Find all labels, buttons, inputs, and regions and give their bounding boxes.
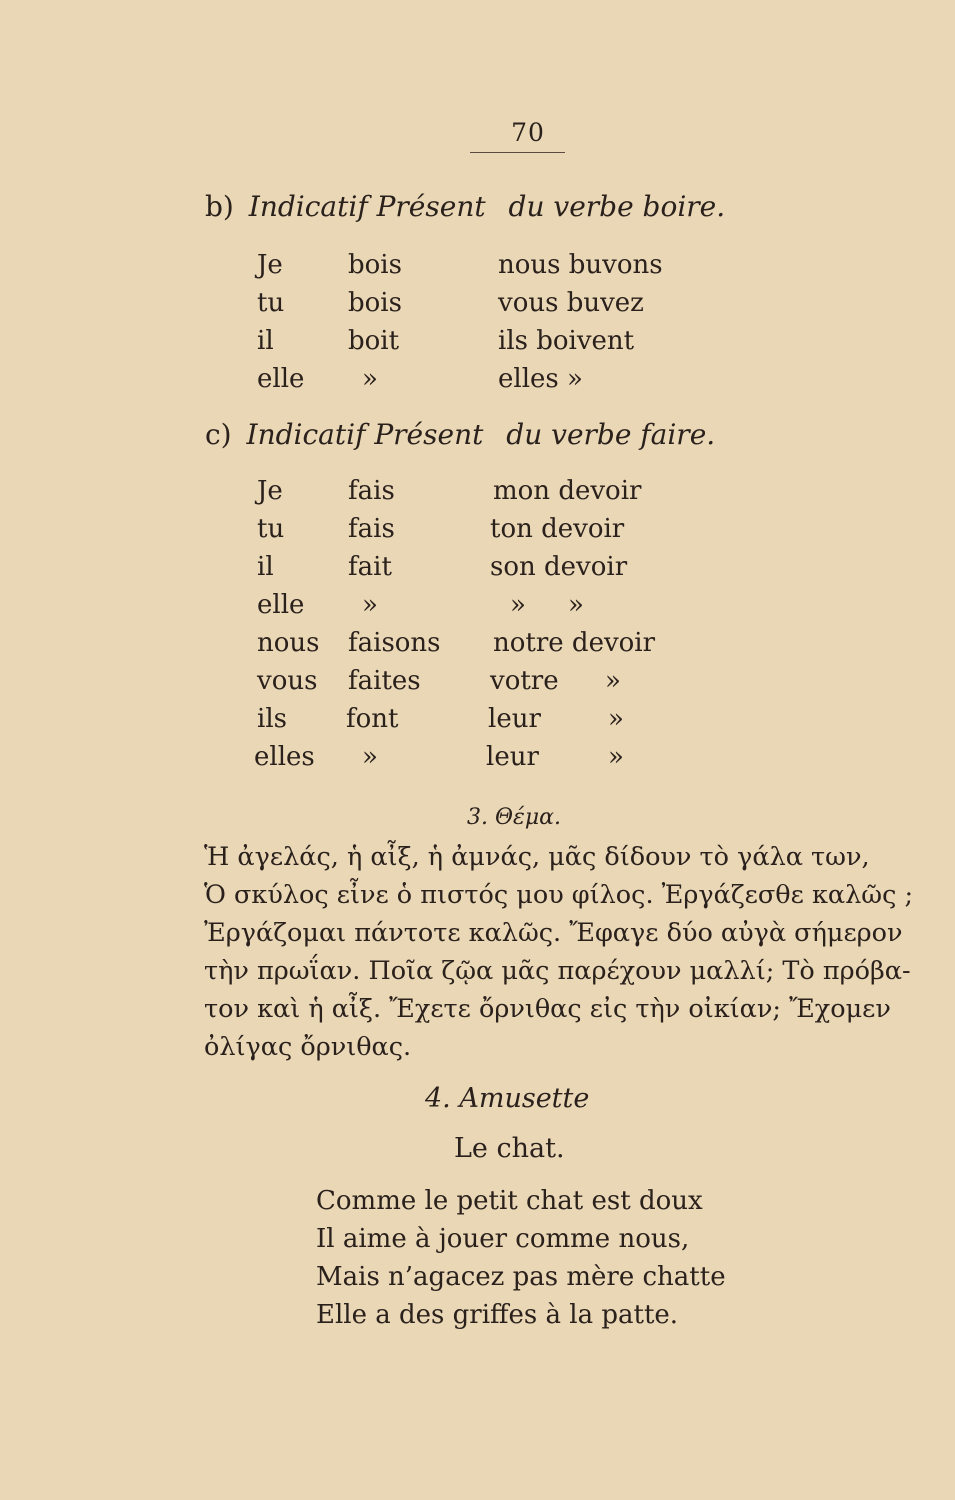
table-cell: tu <box>257 514 285 544</box>
section-b-heading <box>205 190 725 223</box>
table-cell: » <box>605 666 621 696</box>
section-4-title: 4. Amusette <box>425 1083 590 1114</box>
table-cell: il <box>257 552 274 582</box>
table-cell: elles <box>254 742 315 772</box>
table-cell: fait <box>348 552 392 582</box>
table-cell: ils <box>257 704 287 734</box>
table-cell: nous <box>257 628 320 658</box>
section-c-label: c) <box>205 418 232 451</box>
section-3-title: 3. Θέμα. <box>467 805 561 830</box>
table-cell: » <box>362 590 378 620</box>
poem-line: Elle a des griffes à la patte. <box>316 1300 679 1330</box>
section-b-title-main: Indicatif Présent <box>248 190 486 223</box>
table-cell: Je <box>257 250 283 280</box>
poem-line: Mais n’agacez pas mère chatte <box>316 1262 726 1292</box>
table-cell: bois <box>348 288 402 318</box>
section-b-label: b) <box>205 190 234 223</box>
poem-line: Comme le petit chat est doux <box>316 1186 703 1216</box>
paragraph-line: τον καὶ ἡ αἶξ. Ἔχετε ὄρνιθας εἰς τὴν οἰκίαν; Ἔχομεν <box>204 994 891 1024</box>
table-cell: leur <box>488 704 541 734</box>
page-number: 70 <box>511 118 545 147</box>
table-cell: bois <box>348 250 402 280</box>
table-cell: » <box>362 742 378 772</box>
table-cell: » <box>608 742 624 772</box>
table-cell: son devoir <box>490 552 628 582</box>
table-cell: tu <box>257 288 285 318</box>
paragraph-line: Ὁ σκύλος εἶνε ὁ πιστός μου φίλος. Ἐργάζεσθε καλῶς ; <box>204 880 914 910</box>
table-cell: vous buvez <box>498 288 644 318</box>
table-cell: ils boivent <box>498 326 635 356</box>
table-cell: fais <box>348 476 395 506</box>
poem-title: Le chat. <box>454 1133 565 1164</box>
table-cell: elle <box>257 364 305 394</box>
table-cell: faites <box>348 666 421 696</box>
table-cell: notre devoir <box>493 628 656 658</box>
table-cell: mon devoir <box>493 476 642 506</box>
table-cell: elle <box>257 590 305 620</box>
section-b-title-verb: du verbe boire. <box>508 190 726 223</box>
section-c-title-main: Indicatif Présent <box>246 418 484 451</box>
table-cell: faisons <box>348 628 441 658</box>
table-cell: votre <box>490 666 559 696</box>
table-cell: il <box>257 326 274 356</box>
section-c-title-verb: du verbe faire. <box>506 418 716 451</box>
section-c-heading <box>205 418 715 451</box>
paragraph-line: ὀλίγας ὄρνιθας. <box>204 1032 412 1062</box>
table-cell: » <box>568 590 584 620</box>
table-cell: fais <box>348 514 395 544</box>
poem-line: Il aime à jouer comme nous, <box>316 1224 690 1254</box>
paragraph-line: τὴν πρωΐαν. Ποῖα ζῷα μᾶς παρέχουν μαλλί; Τὸ πρόβα- <box>204 956 911 986</box>
table-cell: » <box>362 364 378 394</box>
table-cell: leur <box>486 742 539 772</box>
paragraph-line: Ἐργάζομαι πάντοτε καλῶς. Ἔφαγε δύο αὐγὰ σήμερον <box>204 918 903 948</box>
table-cell: elles » <box>498 364 583 394</box>
table-cell: font <box>346 704 399 734</box>
table-cell: vous <box>257 666 318 696</box>
table-cell: Je <box>257 476 283 506</box>
table-cell: ton devoir <box>490 514 625 544</box>
table-cell: nous buvons <box>498 250 663 280</box>
table-cell: » <box>608 704 624 734</box>
page-number-rule <box>470 152 565 153</box>
table-cell: boit <box>348 326 400 356</box>
table-cell: » <box>510 590 526 620</box>
paragraph-line: Ἡ ἀγελάς, ἡ αἶξ, ἡ ἀμνάς, μᾶς δίδουν τὸ γάλα των, <box>204 842 870 872</box>
